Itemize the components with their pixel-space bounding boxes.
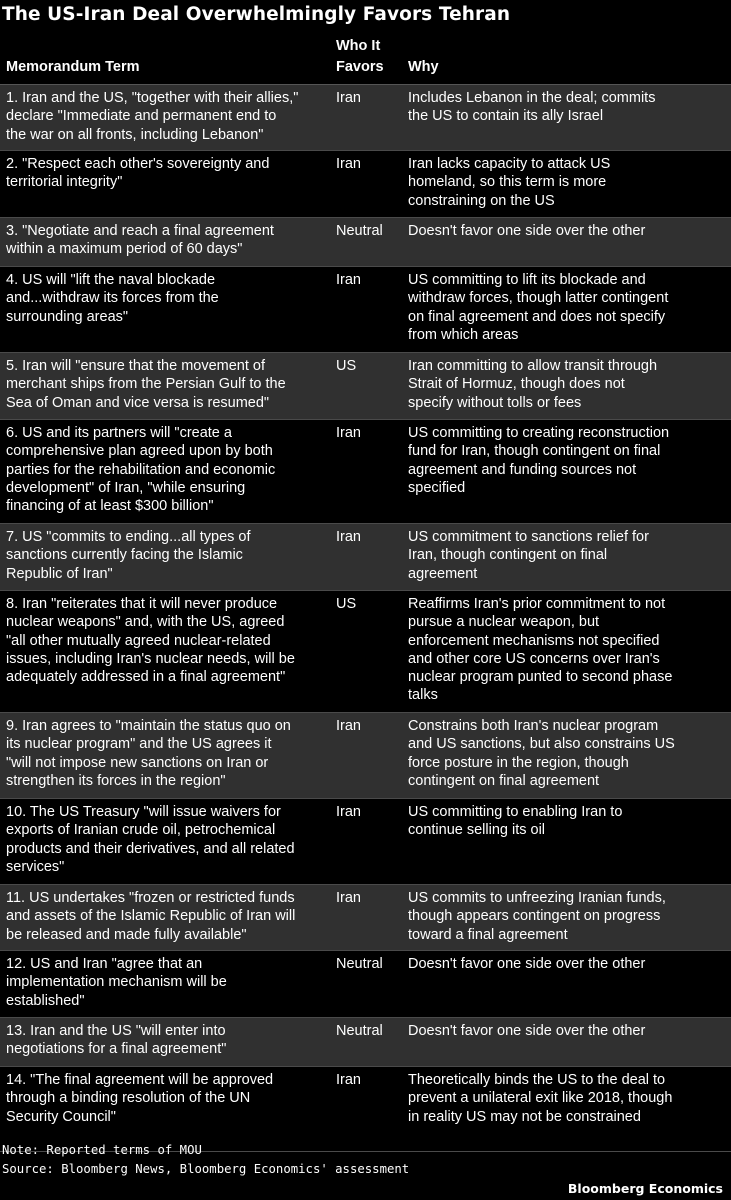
table-row bbox=[0, 524, 731, 591]
why-cell: US commitment to sanctions relief for Iran, though contingent on final agreement bbox=[408, 529, 649, 582]
source: Source: Bloomberg News, Bloomberg Economics' assessment bbox=[2, 1162, 410, 1176]
memorandum-term-cell: 13. Iran and the US "will enter into negotiations for a final agreement" bbox=[6, 1023, 227, 1058]
table-row bbox=[0, 218, 731, 267]
why-cell: Reaffirms Iran's prior commitment to not pursue a nuclear weapon, but enforcement mechanisms not specified and other core US concerns over Iran's nuclear program punted to second phase talks bbox=[408, 596, 673, 704]
who-it-favors-cell: Iran bbox=[336, 718, 361, 734]
table-row bbox=[0, 267, 731, 353]
memorandum-term-cell: 8. Iran "reiterates that it will never produce nuclear weapons" and, with the US, agreed "all other mutually agreed nuclear-related issues, including Iran's nuclear needs, will be adequately addressed in a final agreement" bbox=[6, 596, 295, 686]
why-cell: Includes Lebanon in the deal; commits the US to contain its ally Israel bbox=[408, 90, 656, 125]
memorandum-term-cell: 1. Iran and the US, "together with their allies," declare "Immediate and permanent end to the war on all fronts, including Lebanon" bbox=[6, 90, 299, 143]
why-cell: Theoretically binds the US to the deal to prevent a unilateral exit like 2018, though in reality US may not be constrained bbox=[408, 1072, 673, 1125]
why-cell: US committing to lift its blockade and withdraw forces, though latter contingent on final agreement and does not specify from which areas bbox=[408, 272, 669, 343]
who-it-favors-cell: US bbox=[336, 596, 357, 612]
why-cell: Doesn't favor one side over the other bbox=[408, 956, 646, 972]
who-it-favors-cell: Iran bbox=[336, 804, 361, 820]
why-cell: Doesn't favor one side over the other bbox=[408, 1023, 646, 1039]
memorandum-table bbox=[0, 38, 731, 1152]
who-it-favors-cell: Iran bbox=[336, 425, 361, 441]
memorandum-term-cell: 12. US and Iran "agree that an implementation mechanism will be established" bbox=[6, 956, 227, 1009]
table-row bbox=[0, 1018, 731, 1067]
table-row bbox=[0, 1067, 731, 1152]
who-it-favors-cell: Neutral bbox=[336, 1023, 383, 1039]
memorandum-term-cell: 6. US and its partners will "create a comprehensive plan agreed upon by both parties for the rehabilitation and economic development" of Iran, "while ensuring financing of at least $300 billion" bbox=[6, 425, 276, 515]
why-cell: US committing to creating reconstruction fund for Iran, though contingent on final agreement and funding sources not specified bbox=[408, 425, 670, 496]
table-row bbox=[0, 591, 731, 713]
why-cell: US committing to enabling Iran to continue selling its oil bbox=[408, 804, 623, 839]
who-it-favors-cell: Iran bbox=[336, 529, 361, 545]
memorandum-term-cell: 9. Iran agrees to "maintain the status quo on its nuclear program" and the US agrees it "will not impose new sanctions on Iran or strengthen its forces in the region" bbox=[6, 718, 291, 789]
who-it-favors-cell: Neutral bbox=[336, 956, 383, 972]
memorandum-term-cell: 7. US "commits to ending...all types of sanctions currently facing the Islamic Republic of Iran" bbox=[6, 529, 251, 582]
header-why: Why bbox=[408, 59, 439, 75]
table-body bbox=[0, 84, 731, 1152]
table-row bbox=[0, 85, 731, 151]
who-it-favors-cell: Iran bbox=[336, 156, 361, 172]
why-cell: Constrains both Iran's nuclear program and US sanctions, but also constrains US force posture in the region, though contingent on final agreement bbox=[408, 718, 675, 789]
who-it-favors-cell: Iran bbox=[336, 90, 361, 106]
memorandum-term-cell: 5. Iran will "ensure that the movement of merchant ships from the Persian Gulf to the Sea of Oman and vice versa is resumed" bbox=[6, 358, 286, 411]
memorandum-term-cell: 14. "The final agreement will be approved through a binding resolution of the UN Security Council" bbox=[6, 1072, 274, 1125]
why-cell: Iran committing to allow transit through Strait of Hormuz, though does not specify without tolls or fees bbox=[408, 358, 658, 411]
who-it-favors-cell: Iran bbox=[336, 890, 361, 906]
table-row bbox=[0, 799, 731, 885]
why-cell: US commits to unfreezing Iranian funds, though appears contingent on progress toward a final agreement bbox=[408, 890, 666, 943]
who-it-favors-cell: US bbox=[336, 358, 357, 374]
page-title: The US-Iran Deal Overwhelmingly Favors Tehran bbox=[2, 4, 511, 25]
table-row bbox=[0, 420, 731, 524]
who-it-favors-cell: Neutral bbox=[336, 223, 383, 239]
memorandum-term-cell: 3. "Negotiate and reach a final agreement within a maximum period of 60 days" bbox=[6, 223, 274, 258]
table-row bbox=[0, 151, 731, 218]
table-row bbox=[0, 885, 731, 951]
why-cell: Doesn't favor one side over the other bbox=[408, 223, 646, 239]
brand-logo: Bloomberg Economics bbox=[567, 1181, 723, 1196]
why-cell: Iran lacks capacity to attack US homeland, so this term is more constraining on the US bbox=[408, 156, 611, 209]
table-row bbox=[0, 353, 731, 420]
memorandum-term-cell: 11. US undertakes "frozen or restricted funds and assets of the Islamic Republic of Iran will be released and made fully available" bbox=[6, 890, 296, 943]
note: Note: Reported terms of MOU bbox=[2, 1143, 202, 1157]
who-it-favors-cell: Iran bbox=[336, 272, 361, 288]
header-who-it-favors: Who It Favors bbox=[336, 38, 384, 75]
table-row bbox=[0, 951, 731, 1018]
memorandum-term-cell: 10. The US Treasury "will issue waivers for exports of Iranian crude oil, petrochemical products and their derivatives, and all related services" bbox=[6, 804, 295, 875]
memorandum-term-cell: 4. US will "lift the naval blockade and...withdraw its forces from the surrounding areas" bbox=[6, 272, 219, 325]
memorandum-term-cell: 2. "Respect each other's sovereignty and territorial integrity" bbox=[6, 156, 270, 191]
who-it-favors-cell: Iran bbox=[336, 1072, 361, 1088]
table-header bbox=[0, 38, 731, 84]
header-memorandum-term: Memorandum Term bbox=[6, 59, 140, 75]
table-row bbox=[0, 713, 731, 799]
